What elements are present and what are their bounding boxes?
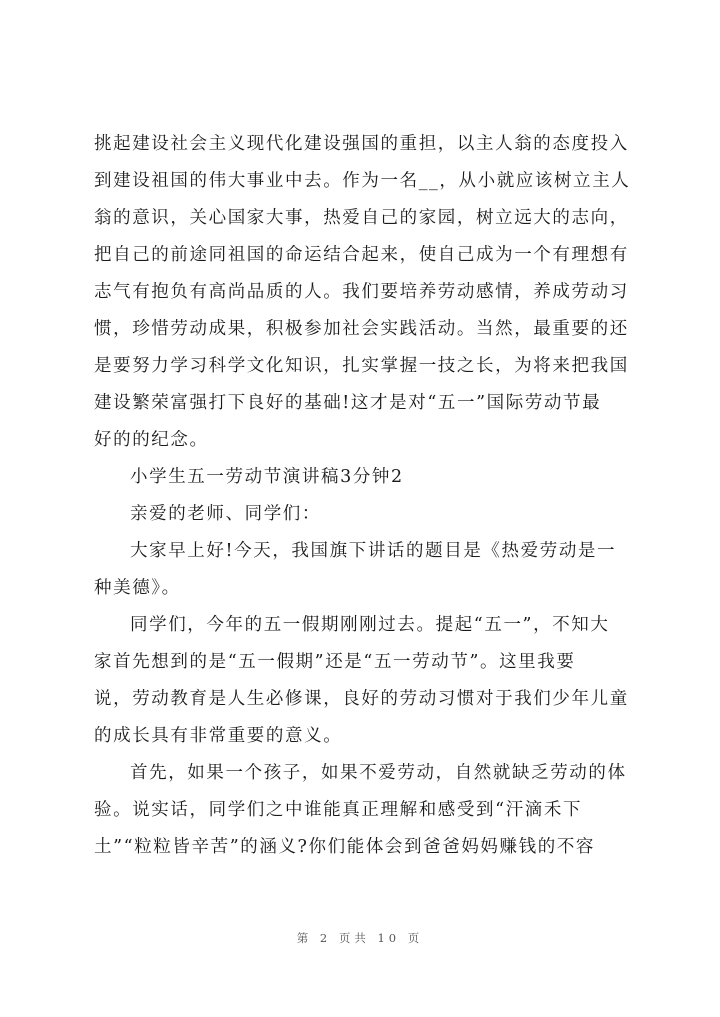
- text-line: 家首先想到的是“五一假期”还是“五一劳动节”。这里我要: [94, 652, 576, 672]
- text-line: 惯，珍惜劳动成果，积极参加社会实践活动。当然，最重要的还: [94, 319, 629, 339]
- text-line: 建设繁荣富强打下良好的基础!这才是对“五一”国际劳动节最: [94, 393, 602, 413]
- section-heading: 小学生五一劳动节演讲稿3分钟2: [130, 467, 404, 487]
- text-line: 验。说实话，同学们之中谁能真正理解和感受到“汗滴禾下: [94, 800, 583, 820]
- text-line: 挑起建设社会主义现代化建设强国的重担，以主人翁的态度投入: [94, 134, 629, 154]
- text-line: 土”“粒粒皆辛苦”的涵义?你们能体会到爸爸妈妈赚钱的不容: [94, 837, 596, 857]
- text-line: 大家早上好!今天，我国旗下讲话的题目是《热爱劳动是一: [130, 541, 617, 561]
- text-line: 把自己的前途同祖国的命运结合起来，使自己成为一个有理想有: [94, 245, 629, 265]
- text-line: 的成长具有非常重要的意义。: [94, 726, 343, 746]
- text-line: 说，劳动教育是人生必修课，良好的劳动习惯对于我们少年儿童: [94, 689, 629, 709]
- text-line: 是要努力学习科学文化知识，扎实掌握一技之长，为将来把我国: [94, 356, 629, 376]
- text-line: 种美德》。: [94, 578, 181, 598]
- salutation: 亲爱的老师、同学们：: [130, 504, 321, 524]
- document-body: [94, 126, 639, 866]
- text-line: 好的的纪念。: [94, 430, 209, 450]
- page-footer: [0, 930, 720, 946]
- text-line: 同学们，今年的五一假期刚刚过去。提起“五一”，不知大: [130, 615, 610, 635]
- text-line: 到建设祖国的伟大事业中去。作为一名__，从小就应该树立主人: [94, 171, 631, 191]
- page-number-label: 第 2 页共 10 页: [296, 931, 424, 945]
- text-line: 翁的意识，关心国家大事，热爱自己的家园，树立远大的志向，: [94, 208, 629, 228]
- text-line: 志气有抱负有高尚品质的人。我们要培养劳动感情，养成劳动习: [94, 282, 629, 302]
- text-line: 首先，如果一个孩子，如果不爱劳动，自然就缺乏劳动的体: [130, 763, 627, 783]
